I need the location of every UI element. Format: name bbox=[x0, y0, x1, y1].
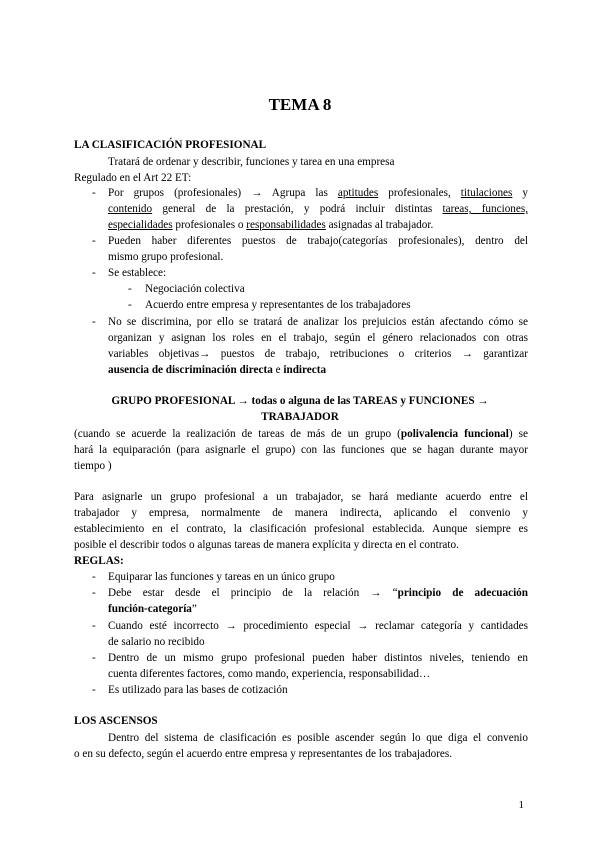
bullet-grupos-line2: contenido general de la prestación, y podrá incluir distintas tareas, funciones, bbox=[108, 203, 528, 215]
regla-equiparar: Equiparar las funciones y tareas en un único grupo bbox=[108, 571, 335, 583]
bullet-dash: - bbox=[92, 587, 96, 599]
bullet-establece: Se establece: bbox=[108, 267, 167, 279]
bullet-dash: - bbox=[92, 684, 96, 696]
ascensos-heading: LOS ASCENSOS bbox=[74, 715, 158, 727]
ascensos-line2: o en su defecto, según el acuerdo entre empresa y representantes de los trabajadores. bbox=[74, 748, 453, 760]
sub-bullet-dash: - bbox=[128, 283, 132, 295]
grupo-heading-line2: TRABAJADOR bbox=[261, 411, 339, 423]
bullet-dash: - bbox=[92, 187, 96, 199]
bullet-puestos-line1: Pueden haber diferentes puestos de trabajo(categorías profesionales), dentro del bbox=[108, 235, 528, 247]
bullet-discrimina-line3: variables objetivas→ puestos de trabajo, retribuciones o criterios → garantizar bbox=[108, 348, 528, 360]
sub-item-negociacion: Negociación colectiva bbox=[145, 283, 245, 295]
regla-incorrecto-line1: Cuando esté incorrecto → procedimiento especial → reclamar categoría y cantidades bbox=[108, 620, 528, 632]
grupo-para-line1: (cuando se acuerde la realización de tareas de más de un grupo (polivalencia funcional) se bbox=[74, 428, 529, 440]
regla-principio-line1: Debe estar desde el principio de la relación → “principio de adecuación bbox=[108, 587, 528, 599]
section-heading-clasificacion: LA CLASIFICACIÓN PROFESIONAL bbox=[74, 139, 267, 151]
bullet-dash: - bbox=[92, 571, 96, 583]
asignar-line3: establecimiento en el contrato, la clasificación profesional establecida. Aunque siempre es bbox=[74, 523, 528, 535]
bullet-puestos-line2: mismo grupo profesional. bbox=[108, 251, 224, 263]
asignar-line2: trabajador y empresa, normalmente de manera indirecta, aplicando el convenio y bbox=[74, 507, 528, 519]
sub-bullet-dash: - bbox=[128, 299, 132, 311]
grupo-heading-line1: GRUPO PROFESIONAL → todas o alguna de las TAREAS y FUNCIONES → bbox=[111, 395, 489, 407]
regulated-text: Regulado en el Art 22 ET: bbox=[74, 172, 192, 184]
bullet-discrimina-line4: ausencia de discriminación directa e indirecta bbox=[108, 364, 327, 376]
bullet-grupos-line3: especialidades profesionales o responsabilidades asignadas al trabajador. bbox=[108, 219, 434, 231]
bullet-dash: - bbox=[92, 235, 96, 247]
page-title: TEMA 8 bbox=[268, 95, 332, 114]
page-number: 1 bbox=[518, 799, 524, 811]
regla-cotizacion: Es utilizado para las bases de cotización bbox=[108, 684, 288, 696]
sub-item-acuerdo: Acuerdo entre empresa y representantes de los trabajadores bbox=[145, 299, 411, 311]
asignar-line1: Para asignarle un grupo profesional a un trabajador, se hará mediante acuerdo entre el bbox=[74, 491, 528, 503]
regla-incorrecto-line2: de salario no recibido bbox=[108, 636, 205, 648]
section-intro: Tratará de ordenar y describir, funciones y tarea en una empresa bbox=[108, 156, 395, 168]
grupo-para-line2: hará la equiparación (para asignarle el grupo) con las funciones que se hagan durante mayor bbox=[74, 444, 528, 456]
regla-niveles-line1: Dentro de un mismo grupo profesional pueden haber distintos niveles, teniendo en bbox=[108, 652, 528, 664]
bullet-dash: - bbox=[92, 620, 96, 632]
regla-niveles-line2: cuenta diferentes factores, como mando, experiencia, responsabilidad… bbox=[108, 668, 431, 680]
ascensos-line1: Dentro del sistema de clasificación es posible ascender según lo que diga el convenio bbox=[108, 732, 528, 744]
bullet-dash: - bbox=[92, 652, 96, 664]
asignar-line4: posible el describir todos o algunas tareas de manera explícita y directa en el contrato. bbox=[74, 539, 459, 551]
grupo-para-line3: tiempo ) bbox=[74, 460, 112, 472]
regla-principio-line2: función-categoría” bbox=[108, 603, 197, 615]
reglas-heading: REGLAS: bbox=[74, 555, 124, 567]
bullet-grupos-line1: Por grupos (profesionales) → Agrupa las aptitudes profesionales, titulaciones y bbox=[108, 187, 528, 199]
bullet-dash: - bbox=[92, 267, 96, 279]
bullet-dash: - bbox=[92, 316, 96, 328]
bullet-discrimina-line2: organizan y asignan los roles en el trabajo, según el género relacionados con otras bbox=[108, 332, 528, 344]
bullet-discrimina-line1: No se discrimina, por ello se tratará de analizar los prejuicios están afectando cómo se bbox=[108, 316, 528, 328]
